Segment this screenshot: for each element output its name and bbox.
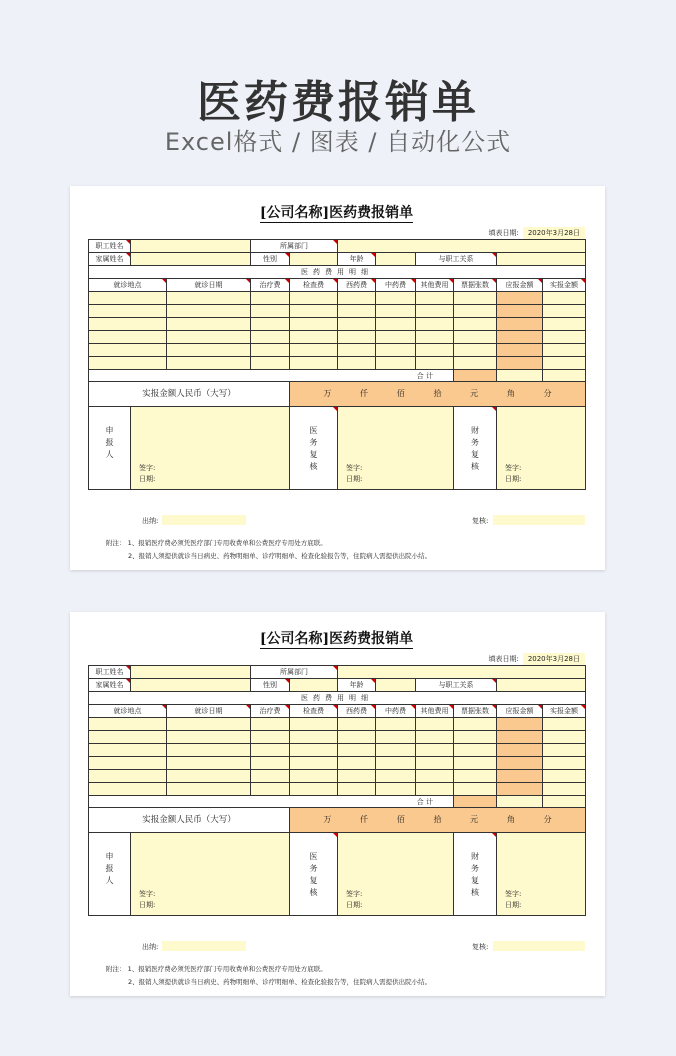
table-cell[interactable] bbox=[338, 757, 376, 770]
col-header: 就诊日期 bbox=[167, 705, 251, 718]
table-cell[interactable] bbox=[543, 292, 586, 305]
table-row bbox=[89, 344, 586, 357]
col-header: 就诊日期 bbox=[167, 279, 251, 292]
table-cell[interactable] bbox=[251, 331, 290, 344]
age-field[interactable] bbox=[376, 679, 416, 692]
unit-fen: 分 bbox=[543, 389, 552, 398]
sign-label: 签字: bbox=[505, 464, 522, 472]
table-cell[interactable] bbox=[416, 344, 454, 357]
col-header: 就诊地点 bbox=[89, 279, 167, 292]
note-2: 2、报销人须提供就诊当日病史、药物明细单、诊疗明细单、检查化验报告等，住院病人需提供出院小结。 bbox=[128, 978, 432, 986]
unit-jiao: 角 bbox=[506, 389, 515, 398]
table-cell[interactable] bbox=[167, 783, 251, 796]
table-cell[interactable] bbox=[251, 731, 290, 744]
table-cell[interactable] bbox=[543, 357, 586, 370]
table-row bbox=[89, 292, 586, 305]
table-cell[interactable] bbox=[454, 731, 497, 744]
date-label: 日期: bbox=[346, 901, 363, 909]
table-cell[interactable] bbox=[251, 783, 290, 796]
medical-review-label bbox=[290, 833, 338, 916]
gender-field[interactable] bbox=[290, 679, 338, 692]
table-cell[interactable] bbox=[290, 770, 338, 783]
cashier-label: 出纳: bbox=[142, 517, 159, 525]
table-cell[interactable] bbox=[290, 331, 338, 344]
table-cell[interactable] bbox=[290, 731, 338, 744]
relation-field[interactable] bbox=[497, 679, 586, 692]
date-label: 日期: bbox=[139, 901, 156, 909]
table-cell[interactable] bbox=[416, 770, 454, 783]
table-cell[interactable] bbox=[376, 757, 416, 770]
relation-field[interactable] bbox=[497, 253, 586, 266]
unit-jiao: 角 bbox=[506, 815, 515, 824]
table-cell[interactable] bbox=[416, 744, 454, 757]
table-cell[interactable] bbox=[454, 783, 497, 796]
table-cell[interactable] bbox=[454, 292, 497, 305]
vertical-label: 财务复核 bbox=[471, 426, 479, 471]
table-row bbox=[89, 783, 586, 796]
sign-label: 签字: bbox=[139, 890, 156, 898]
date-label: 日期: bbox=[346, 475, 363, 483]
date-label: 日期: bbox=[505, 475, 522, 483]
table-cell[interactable] bbox=[416, 318, 454, 331]
family-name-field[interactable] bbox=[131, 679, 251, 692]
applicant-label bbox=[89, 833, 131, 916]
table-cell[interactable] bbox=[338, 292, 376, 305]
table-cell[interactable] bbox=[416, 731, 454, 744]
unit-shi: 拾 bbox=[433, 815, 442, 824]
unit-yuan: 元 bbox=[470, 815, 479, 824]
table-cell[interactable] bbox=[497, 770, 543, 783]
table-cell[interactable] bbox=[167, 305, 251, 318]
col-header: 其他费用 bbox=[416, 705, 454, 718]
table-cell[interactable] bbox=[290, 783, 338, 796]
table-row bbox=[89, 305, 586, 318]
table-cell[interactable] bbox=[416, 357, 454, 370]
finance-review-label bbox=[454, 833, 497, 916]
fill-date-value[interactable]: 2020年3月28日 bbox=[523, 227, 585, 239]
table-cell[interactable] bbox=[167, 344, 251, 357]
table-cell[interactable] bbox=[89, 292, 167, 305]
family-name-field[interactable] bbox=[131, 253, 251, 266]
cashier-label: 出纳: bbox=[142, 943, 159, 951]
fill-date bbox=[488, 227, 585, 239]
table-cell[interactable] bbox=[251, 292, 290, 305]
table-cell[interactable] bbox=[543, 331, 586, 344]
family-name-label: 家属姓名 bbox=[89, 253, 131, 266]
table-cell[interactable] bbox=[167, 757, 251, 770]
sign-label: 签字: bbox=[505, 890, 522, 898]
table-cell[interactable] bbox=[89, 770, 167, 783]
table-cell[interactable] bbox=[376, 718, 416, 731]
table-cell[interactable] bbox=[454, 331, 497, 344]
unit-yuan: 元 bbox=[470, 389, 479, 398]
table-cell[interactable] bbox=[167, 357, 251, 370]
table-cell[interactable] bbox=[167, 718, 251, 731]
fill-date-label: 填表日期: bbox=[488, 229, 519, 237]
finance-review-label bbox=[454, 407, 497, 490]
employee-name-label: 职工姓名 bbox=[89, 240, 131, 253]
col-header: 中药费 bbox=[376, 279, 416, 292]
col-header: 检查费 bbox=[290, 705, 338, 718]
table-cell[interactable] bbox=[454, 770, 497, 783]
total-due-cell bbox=[454, 370, 497, 382]
applicant-label bbox=[89, 407, 131, 490]
table-cell[interactable] bbox=[543, 731, 586, 744]
unit-fen: 分 bbox=[543, 815, 552, 824]
table-cell[interactable] bbox=[167, 331, 251, 344]
col-header: 就诊地点 bbox=[89, 705, 167, 718]
table-cell[interactable] bbox=[89, 731, 167, 744]
table-cell[interactable] bbox=[338, 344, 376, 357]
age-label: 年龄 bbox=[338, 679, 376, 692]
total-extra-cell bbox=[543, 796, 586, 808]
vertical-label: 医务复核 bbox=[309, 426, 318, 471]
col-header: 票据张数 bbox=[454, 279, 497, 292]
table-cell[interactable] bbox=[251, 718, 290, 731]
table-cell[interactable] bbox=[543, 318, 586, 331]
table-cell[interactable] bbox=[543, 770, 586, 783]
department-field[interactable] bbox=[338, 240, 586, 253]
table-cell[interactable] bbox=[376, 783, 416, 796]
table-cell[interactable] bbox=[89, 318, 167, 331]
table-cell[interactable] bbox=[89, 718, 167, 731]
col-header: 治疗费 bbox=[251, 705, 290, 718]
col-header: 其他费用 bbox=[416, 279, 454, 292]
table-cell[interactable] bbox=[454, 318, 497, 331]
table-cell[interactable] bbox=[497, 318, 543, 331]
col-header: 应报金额 bbox=[497, 279, 543, 292]
unit-qian: 仟 bbox=[360, 389, 369, 398]
col-header: 检查费 bbox=[290, 279, 338, 292]
table-cell[interactable] bbox=[376, 318, 416, 331]
table-cell[interactable] bbox=[338, 305, 376, 318]
gender-field[interactable] bbox=[290, 253, 338, 266]
department-label: 所属部门 bbox=[251, 666, 338, 679]
table-cell[interactable] bbox=[167, 770, 251, 783]
table-cell[interactable] bbox=[338, 731, 376, 744]
table-cell[interactable] bbox=[416, 783, 454, 796]
table-row bbox=[89, 357, 586, 370]
table-cell[interactable] bbox=[290, 305, 338, 318]
table-cell[interactable] bbox=[251, 305, 290, 318]
table-row bbox=[89, 744, 586, 757]
table-cell[interactable] bbox=[454, 357, 497, 370]
table-cell[interactable] bbox=[167, 731, 251, 744]
table-cell[interactable] bbox=[416, 757, 454, 770]
department-field[interactable] bbox=[338, 666, 586, 679]
vertical-label: 申报人 bbox=[105, 426, 114, 459]
total-label: 合 计 bbox=[89, 370, 454, 382]
note-1: 附注： 1、报销医疗费必须凭医疗部门专用收费单和公费医疗专用处方底联。 bbox=[106, 539, 327, 547]
table-cell[interactable] bbox=[89, 331, 167, 344]
table-cell[interactable] bbox=[376, 731, 416, 744]
table-cell[interactable] bbox=[290, 757, 338, 770]
sign-label: 签字: bbox=[346, 464, 363, 472]
table-cell[interactable] bbox=[497, 731, 543, 744]
cashier-field[interactable] bbox=[162, 515, 246, 525]
col-header: 西药费 bbox=[338, 279, 376, 292]
table-cell[interactable] bbox=[89, 757, 167, 770]
unit-bai: 佰 bbox=[396, 389, 405, 398]
table-cell[interactable] bbox=[290, 718, 338, 731]
date-label: 日期: bbox=[505, 901, 522, 909]
col-header: 票据张数 bbox=[454, 705, 497, 718]
employee-name-label: 职工姓名 bbox=[89, 666, 131, 679]
table-cell[interactable] bbox=[338, 331, 376, 344]
table-cell[interactable] bbox=[251, 357, 290, 370]
table-cell[interactable] bbox=[167, 292, 251, 305]
table-cell[interactable] bbox=[338, 318, 376, 331]
table-cell[interactable] bbox=[89, 357, 167, 370]
table-cell[interactable] bbox=[416, 305, 454, 318]
fill-date bbox=[488, 653, 585, 665]
table-cell[interactable] bbox=[497, 331, 543, 344]
form-grid bbox=[88, 239, 586, 490]
table-cell[interactable] bbox=[376, 770, 416, 783]
table-row bbox=[89, 770, 586, 783]
receiver-field[interactable] bbox=[493, 515, 585, 525]
applicant-sign-area[interactable] bbox=[131, 407, 290, 490]
table-cell[interactable] bbox=[543, 744, 586, 757]
unit-qian: 仟 bbox=[360, 815, 369, 824]
table-cell[interactable] bbox=[376, 305, 416, 318]
age-label: 年龄 bbox=[338, 253, 376, 266]
table-cell[interactable] bbox=[89, 783, 167, 796]
total-paid-cell bbox=[497, 796, 543, 808]
col-header: 治疗费 bbox=[251, 279, 290, 292]
unit-wan: 万 bbox=[323, 815, 332, 824]
unit-wan: 万 bbox=[323, 389, 332, 398]
detail-header: 医药费用明细 bbox=[89, 692, 586, 705]
col-header: 中药费 bbox=[376, 705, 416, 718]
total-label: 合 计 bbox=[89, 796, 454, 808]
table-cell[interactable] bbox=[89, 344, 167, 357]
table-cell[interactable] bbox=[338, 718, 376, 731]
table-cell[interactable] bbox=[89, 305, 167, 318]
receiver-field[interactable] bbox=[493, 941, 585, 951]
table-cell[interactable] bbox=[290, 357, 338, 370]
table-cell[interactable] bbox=[376, 292, 416, 305]
note-1: 附注： 1、报销医疗费必须凭医疗部门专用收费单和公费医疗专用处方底联。 bbox=[106, 965, 327, 973]
medical-review-label bbox=[290, 407, 338, 490]
table-cell[interactable] bbox=[497, 718, 543, 731]
table-cell[interactable] bbox=[338, 744, 376, 757]
table-cell[interactable] bbox=[454, 757, 497, 770]
applicant-sign-area[interactable] bbox=[131, 833, 290, 916]
table-cell[interactable] bbox=[251, 757, 290, 770]
form-grid bbox=[88, 665, 586, 916]
table-cell[interactable] bbox=[376, 744, 416, 757]
amount-words[interactable] bbox=[290, 808, 586, 833]
table-cell[interactable] bbox=[543, 718, 586, 731]
table-row bbox=[89, 318, 586, 331]
vertical-label: 财务复核 bbox=[471, 852, 479, 897]
finance-sign-area[interactable] bbox=[497, 833, 586, 916]
medical-sign-area[interactable] bbox=[338, 407, 454, 490]
table-cell[interactable] bbox=[251, 344, 290, 357]
receiver-label: 复核: bbox=[472, 943, 489, 951]
receiver-label: 复核: bbox=[472, 517, 489, 525]
table-cell[interactable] bbox=[416, 292, 454, 305]
family-name-label: 家属姓名 bbox=[89, 679, 131, 692]
col-header: 实报金额 bbox=[543, 279, 586, 292]
table-cell[interactable] bbox=[454, 744, 497, 757]
table-cell[interactable] bbox=[543, 783, 586, 796]
table-cell[interactable] bbox=[89, 744, 167, 757]
col-header: 应报金额 bbox=[497, 705, 543, 718]
department-label: 所属部门 bbox=[251, 240, 338, 253]
table-cell[interactable] bbox=[338, 783, 376, 796]
amount-label: 实报金额人民币（大写） bbox=[89, 382, 290, 407]
table-cell[interactable] bbox=[543, 344, 586, 357]
age-field[interactable] bbox=[376, 253, 416, 266]
table-cell[interactable] bbox=[376, 344, 416, 357]
table-cell[interactable] bbox=[497, 783, 543, 796]
table-cell[interactable] bbox=[454, 305, 497, 318]
medical-sign-area[interactable] bbox=[338, 833, 454, 916]
employee-name-field[interactable] bbox=[131, 240, 251, 253]
cashier-field[interactable] bbox=[162, 941, 246, 951]
form-preview-2 bbox=[70, 612, 605, 996]
finance-sign-area[interactable] bbox=[497, 407, 586, 490]
employee-name-field[interactable] bbox=[131, 666, 251, 679]
note-2: 2、报销人须提供就诊当日病史、药物明细单、诊疗明细单、检查化验报告等，住院病人需提供出院小结。 bbox=[128, 552, 432, 560]
amount-label: 实报金额人民币（大写） bbox=[89, 808, 290, 833]
form-title: [公司名称]医药费报销单 bbox=[259, 631, 414, 647]
table-cell[interactable] bbox=[497, 757, 543, 770]
unit-shi: 拾 bbox=[433, 389, 442, 398]
table-row bbox=[89, 731, 586, 744]
table-cell[interactable] bbox=[167, 318, 251, 331]
table-cell[interactable] bbox=[454, 344, 497, 357]
table-cell[interactable] bbox=[290, 292, 338, 305]
table-cell[interactable] bbox=[251, 770, 290, 783]
sign-label: 签字: bbox=[139, 464, 156, 472]
table-cell[interactable] bbox=[543, 757, 586, 770]
table-row bbox=[89, 718, 586, 731]
hero-subtitle: Excel格式 / 图表 / 自动化公式 bbox=[164, 128, 512, 156]
table-cell[interactable] bbox=[416, 718, 454, 731]
table-cell[interactable] bbox=[497, 357, 543, 370]
table-cell[interactable] bbox=[338, 357, 376, 370]
total-paid-cell bbox=[497, 370, 543, 382]
table-row bbox=[89, 757, 586, 770]
fill-date-label: 填表日期: bbox=[488, 655, 519, 663]
date-label: 日期: bbox=[139, 475, 156, 483]
form-preview-1 bbox=[70, 186, 605, 570]
total-due-cell bbox=[454, 796, 497, 808]
relation-label: 与职工关系 bbox=[416, 679, 497, 692]
table-cell[interactable] bbox=[497, 305, 543, 318]
table-cell[interactable] bbox=[454, 718, 497, 731]
table-cell[interactable] bbox=[251, 318, 290, 331]
table-cell[interactable] bbox=[497, 344, 543, 357]
table-cell[interactable] bbox=[497, 744, 543, 757]
relation-label: 与职工关系 bbox=[416, 253, 497, 266]
form-title: [公司名称]医药费报销单 bbox=[259, 205, 414, 221]
col-header: 西药费 bbox=[338, 705, 376, 718]
amount-words[interactable] bbox=[290, 382, 586, 407]
total-extra-cell bbox=[543, 370, 586, 382]
table-row bbox=[89, 331, 586, 344]
table-cell[interactable] bbox=[376, 331, 416, 344]
col-header: 实报金额 bbox=[543, 705, 586, 718]
gender-label: 性别 bbox=[251, 679, 290, 692]
hero-title: 医药费报销单 bbox=[197, 77, 479, 128]
table-cell[interactable] bbox=[497, 292, 543, 305]
table-cell[interactable] bbox=[251, 744, 290, 757]
vertical-label: 医务复核 bbox=[309, 852, 318, 897]
gender-label: 性别 bbox=[251, 253, 290, 266]
table-cell[interactable] bbox=[290, 344, 338, 357]
unit-bai: 佰 bbox=[396, 815, 405, 824]
sign-label: 签字: bbox=[346, 890, 363, 898]
table-cell[interactable] bbox=[338, 770, 376, 783]
fill-date-value[interactable]: 2020年3月28日 bbox=[523, 653, 585, 665]
table-cell[interactable] bbox=[376, 357, 416, 370]
table-cell[interactable] bbox=[416, 331, 454, 344]
table-cell[interactable] bbox=[543, 305, 586, 318]
detail-header: 医药费用明细 bbox=[89, 266, 586, 279]
vertical-label: 申报人 bbox=[105, 852, 114, 885]
table-cell[interactable] bbox=[167, 744, 251, 757]
table-cell[interactable] bbox=[290, 318, 338, 331]
table-cell[interactable] bbox=[290, 744, 338, 757]
